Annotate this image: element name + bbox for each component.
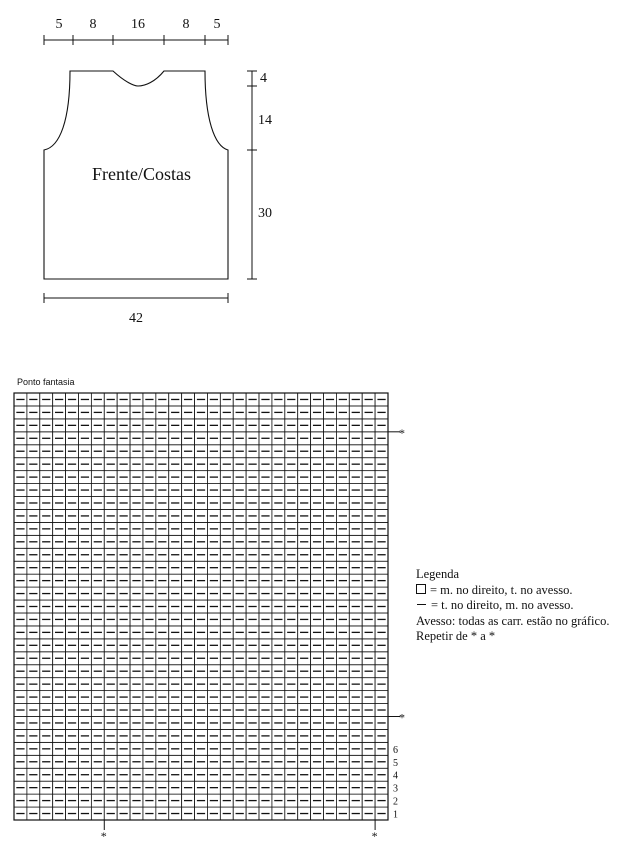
height-label: 4 (260, 71, 267, 86)
legend-repeat-note: Repetir de * a * (416, 629, 496, 643)
repeat-marker: * (100, 829, 107, 843)
bottom-width-dimension (44, 293, 228, 303)
bottom-width-label: 42 (129, 311, 143, 326)
piece-label: Frente/Costas (92, 164, 191, 184)
stitch-chart-grid (14, 393, 405, 843)
legend-square-text: = m. no direito, t. no avesso. (430, 582, 573, 597)
square-icon (416, 584, 426, 594)
row-number: 4 (393, 770, 398, 782)
top-width-label: 8 (89, 17, 97, 32)
dash-icon (417, 604, 426, 605)
top-width-label: 16 (131, 17, 145, 32)
height-label: 30 (258, 206, 272, 221)
row-number: 1 (393, 809, 398, 821)
row-number: 6 (393, 744, 398, 756)
repeat-marker: * (399, 425, 405, 440)
row-number: 2 (393, 796, 398, 808)
legend-avesso-note: Avesso: todas as carr. estão no gráfico. (416, 613, 610, 628)
repeat-marker: * (371, 829, 378, 843)
height-dimension (247, 71, 257, 279)
height-label: 14 (258, 113, 272, 128)
legend-dash-text: = t. no direito, m. no avesso. (431, 598, 574, 612)
legend-title: Legenda (416, 567, 460, 581)
row-number: 3 (393, 783, 398, 795)
legend-dash-entry (416, 598, 609, 614)
top-width-dimension (44, 35, 228, 45)
top-width-label: 5 (55, 17, 63, 32)
chart-title: Ponto fantasia (17, 377, 75, 387)
repeat-marker: * (399, 710, 405, 725)
legend (416, 567, 609, 645)
top-width-label: 5 (213, 17, 221, 32)
legend-square-entry (416, 583, 609, 599)
row-number: 5 (393, 757, 398, 769)
top-width-label: 8 (182, 17, 190, 32)
